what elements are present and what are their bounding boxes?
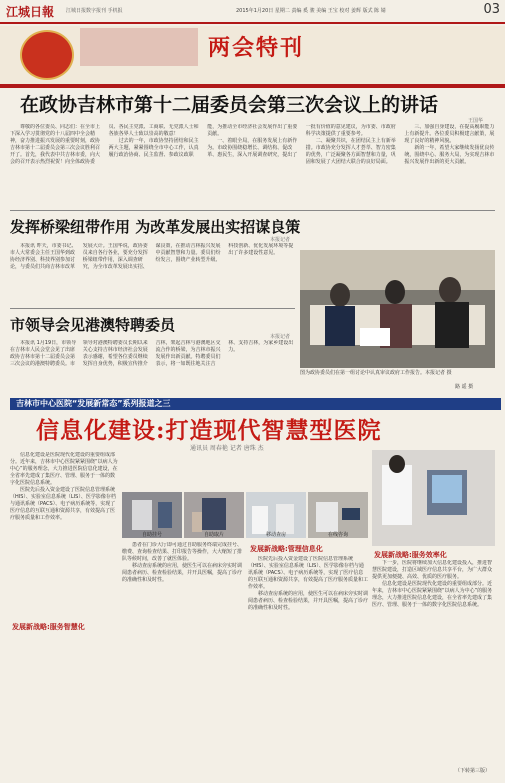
section-para: 信息化建设是医院现代化建设的重要组成部分。近年来，吉林市中心医院紧紧围绕“以病人为中心”的服务理念，大力推进医院信息化建设，在全省率先建成了集医疗、管理、服务于一体的数字化医院信息系统。 xyxy=(10,452,118,486)
page-number: 03 xyxy=(483,2,500,17)
section-para: 信息化建设是医院现代化建设的重要组成部分。近年来，吉林市中心医院紧紧围绕“以病人为中心”的服务理念，大力推进医院信息化建设，在全省率先建成了集医疗、管理、服务于一体的数字化医院信息系统。 xyxy=(372,581,493,608)
article1-author: 王国华 xyxy=(468,118,484,124)
article2-body xyxy=(10,243,295,305)
header-url: 江城日报数字报刊 手机报 xyxy=(66,8,123,14)
photo-label: 自助取片 xyxy=(204,532,225,538)
article2-headline: 发挥桥梁纽带作用 为改革发展出实招谋良策 xyxy=(10,218,301,236)
article1-body xyxy=(10,124,495,208)
article1-para: 过去的一年，市政协坚持团结和民主两大主题，紧紧围绕全市中心工作，认真履行政治协商、民主监督、参政议政职能，为推动全市经济社会发展作出了重要贡献。 xyxy=(108,124,298,158)
photo-label: 移动查房 xyxy=(266,532,287,538)
session-photo-caption: 图为政协委员们在第一组讨论中认真审议政府工作报告。本报记者 摄 xyxy=(300,370,452,376)
article1-para: 一、着眼全局，在服务发展上有新作为。市政协围绕稳增长、调结构、促改革、惠民生，深入开展调查研究，提出了一批有价值的意见建议，为市委、市政府科学决策提供了重要参考。 xyxy=(207,124,396,158)
divider xyxy=(10,308,295,309)
section-para: 医院先后投入资金建设了医院信息管理系统（HIS）、实验室信息系统（LIS）、医学影像存档与通讯系统（PACS）、电子病历系统等，实现了医疗信息的互联互通和资源共享，有效提高了医疗服务质量和工作效率。 xyxy=(10,487,116,521)
article2-para: 本报讯 昨天，市委书记、市人大常委会主任王国华到政协经济界别、科技界别参加讨论，与委员们共商吉林市改革发展大计。王国华说，政协委员来自各行各业，要充分发挥桥梁纽带作用，深入调查研究，为全市改革发展出实招、谋良策，在推动吉林振兴发展中贡献智慧和力量。委员们纷纷发言，围绕产业转型升级、科技创新、优化发展环境等提出了许多建设性意见。 xyxy=(10,243,294,270)
section-body-col2 xyxy=(122,542,242,774)
masthead xyxy=(0,0,505,24)
session-photo-credit: 路 遥 摄 xyxy=(455,384,474,390)
section-banner: 吉林市中心医院“发展新常态”系列报道之三 xyxy=(10,398,501,410)
section-bylines: 通讯员 周春艳 记者 唐珠 杰 xyxy=(190,445,264,452)
section-body-col1 xyxy=(10,452,118,752)
article1-para: 三、加强自身建设，在提高履职能力上有新提升。各位委员积极建言献策，展现了良好的精神风貌。 xyxy=(404,124,495,144)
continued-note: （下转第三版） xyxy=(455,768,491,774)
article2-author: 本报记者 xyxy=(270,237,291,243)
section-para: 移动查房系统的应用，使医生可以在病床旁实时调阅患者病历、检查检验结果，并开具医嘱，提高了诊疗的准确性和及时性。 xyxy=(248,591,368,611)
section-para: 医院先后投入资金建设了医院信息管理系统（HIS）、实验室信息系统（LIS）、医学影像存档与通讯系统（PACS）、电子病历系统等，实现了医疗信息的互联互通和资源共享，有效提高了医疗服务质量和工作效率。 xyxy=(248,556,368,590)
photo-label: 在线咨询 xyxy=(328,532,349,538)
section-para: 患者在门诊大厅即可通过自助服务终端完成挂号、缴费、查询检查结果、打印报告等操作，大大缩短了排队等候时间，改善了就医体验。 xyxy=(122,542,242,562)
banner-title: 两会特刊 xyxy=(208,35,305,61)
section-body-col4 xyxy=(372,560,495,765)
photo-label: 自助挂号 xyxy=(142,532,163,538)
newspaper-logo: 江城日報 xyxy=(6,5,55,19)
section-para: 移动查房系统的应用，使医生可以在病床旁实时调阅患者病历、检查检验结果，并开具医嘱，提高了诊疗的准确性和及时性。 xyxy=(122,563,242,583)
session-photo xyxy=(300,250,495,368)
article3-para: 本报讯 1月19日，市领导在吉林市人民会堂会见了出席政协吉林市第十二届委员会第三次会议的港澳特聘委员。市领导对港澳特聘委员长期以来关心支持吉林市经济社会发展表示感谢，希望各位委员继续发挥自身优势，积极宣传推介吉林，架起吉林与港澳地区交流合作的桥梁，为吉林市振兴发展作出新贡献。特聘委员们表示，将一如既往地关注吉林、支持吉林，为家乡建设出力。 xyxy=(10,340,294,367)
hospital-photo xyxy=(372,450,495,546)
divider xyxy=(10,210,495,211)
header-date: 2015年1月20日 星期二 责编 奚 骏 美编 王宝 校对 姜辉 版式 陈 婧 xyxy=(236,8,386,14)
article1-para: 二、凝聚共识，在团结民主上有新举措。市政协充分发挥人才荟萃、智力密集的优势，广泛凝聚各方面智慧和力量，巩固和发展了大团结大联合的良好局面。 xyxy=(305,138,396,165)
section-headline: 信息化建设:打造现代智慧型医院 xyxy=(36,417,382,444)
article3-body xyxy=(10,340,295,392)
article3-headline: 市领导会见港澳特聘委员 xyxy=(10,316,176,334)
section-para: 下一步，医院将继续加大信息化建设投入，推进智慧医院建设，打造区域医疗信息共享平台，为广大群众提供更加便捷、高效、优质的医疗服务。 xyxy=(372,560,493,580)
section-subhead: 发展新战略:服务效率化 xyxy=(374,551,447,559)
section-subhead: 发展新战略:管理信息化 xyxy=(250,545,323,553)
banner-bar xyxy=(0,84,505,88)
article3-author: 本报记者 xyxy=(270,334,291,340)
section-subhead: 发展新战略:服务智慧化 xyxy=(12,623,85,631)
section-body-col3 xyxy=(248,556,368,774)
flag-image xyxy=(80,28,198,66)
article1-para: 尊敬的各位委员、同志们：在全市上下深入学习贯彻党的十八届四中全会精神，奋力推进振兴发展的重要时刻，政协吉林市第十二届委员会第三次会议胜利召开了。首先，我代表中共吉林市委，向大会的召开表示热烈祝贺！向全体政协委员、各民主党派、工商联、无党派人士和各族各界人士致以崇高的敬意！ xyxy=(10,124,199,165)
article1-headline: 在政协吉林市第十二届委员会第三次会议上的讲话 xyxy=(20,94,439,116)
national-emblem-icon xyxy=(20,30,74,80)
article1-para: 新的一年，希望大家继续发扬优良传统，围绕中心、服务大局，为实现吉林市振兴发展作出新的更大贡献。 xyxy=(404,145,495,165)
